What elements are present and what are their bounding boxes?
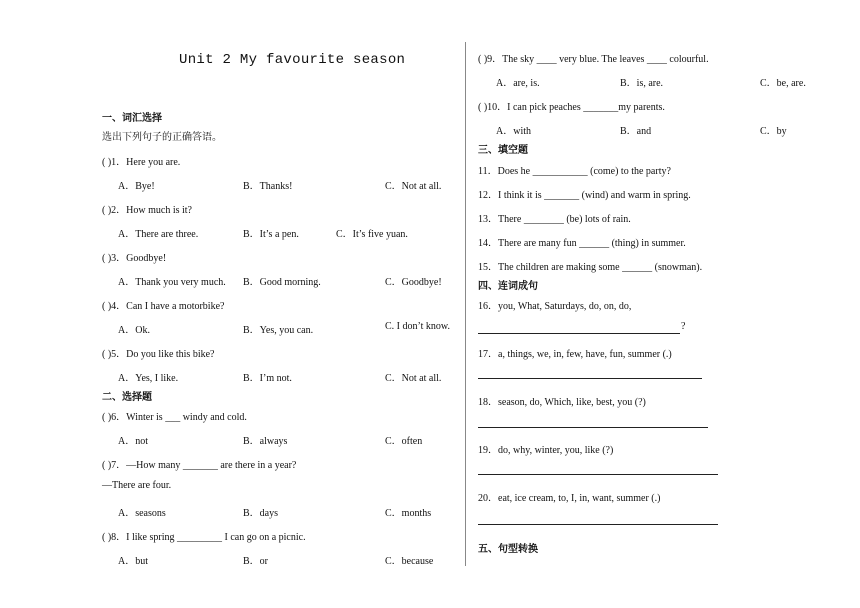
option-a: A．Thank you very much. [118,277,226,288]
section-heading-2: 二、选择题 [102,392,152,403]
question-9: ( )9．The sky ____ very blue. The leaves ____ colourful. [478,54,709,65]
question-6: ( )6．Winter is ___ windy and cold. [102,412,247,423]
option-b: B．I’m not. [243,373,292,384]
question-10: ( )10．I can pick peaches _______my parents. [478,102,665,113]
order-question: 17．a, things, we, in, few, have, fun, summer (.) [478,349,672,360]
option-a: A．There are three. [118,229,199,240]
option-a: A．Ok. [118,325,150,336]
fill-question: 15．The children are making some ______ (snowman). [478,262,703,273]
option-c: C．Goodbye! [385,277,442,288]
question-4: ( )4．Can I have a motorbike? [102,301,225,312]
option-c: C．because [385,556,434,567]
fill-question: 12．I think it is _______ (wind) and warm in spring. [478,190,691,201]
option-a: A．with [496,126,531,137]
question-3: ( )3．Goodbye! [102,253,167,264]
option-c: C．Not at all. [385,373,442,384]
section-heading-4: 四、连词成句 [478,281,538,292]
option-a: A．not [118,436,148,447]
section-heading-3: 三、填空题 [478,145,528,156]
question-8: ( )8．I like spring _________ I can go on a picnic. [102,532,306,543]
answer-line [478,333,680,334]
option-b: B．and [620,126,652,137]
option-b: B．is, are. [620,78,664,89]
fill-question: 13．There ________ (be) lots of rain. [478,214,631,225]
answer-line [478,524,718,525]
option-b: B．or [243,556,268,567]
section-heading-1: 一、词汇选择 [102,113,162,124]
option-c: C．Not at all. [385,181,442,192]
question-2: ( )2．How much is it? [102,205,192,216]
fill-question: 11．Does he ___________ (come) to the party? [478,166,671,177]
option-c: C．months [385,508,432,519]
question-1: ( )1．Here you are. [102,157,181,168]
question-7-reply: —There are four. [102,480,172,491]
order-question: 16．you, What, Saturdays, do, on, do, [478,301,632,312]
option-c: C．by [760,126,787,137]
option-b: B．days [243,508,278,519]
section-instruction: 选出下列句子的正确答语。 [102,132,222,143]
option-a: A．Bye! [118,181,155,192]
option-c: C. I don’t know. [385,321,450,332]
page-title: Unit 2 My favourite season [179,52,406,68]
option-c: C．It’s five yuan. [336,229,408,240]
answer-line-end: ? [681,321,686,332]
option-b: B．It’s a pen. [243,229,299,240]
answer-line [478,378,702,379]
order-question: 20．eat, ice cream, to, I, in, want, summer (.) [478,493,661,504]
question-7: ( )7．—How many _______ are there in a year? [102,460,297,471]
question-5: ( )5．Do you like this bike? [102,349,215,360]
order-question: 18．season, do, Which, like, best, you (?) [478,397,646,408]
answer-line [478,474,718,475]
option-b: B．always [243,436,288,447]
column-divider [465,42,466,566]
option-c: C．often [385,436,423,447]
section-heading-5: 五、句型转换 [478,544,538,555]
option-a: A．but [118,556,148,567]
option-b: B．Thanks! [243,181,293,192]
option-a: A．Yes, I like. [118,373,179,384]
option-a: A．seasons [118,508,166,519]
option-b: B．Good morning. [243,277,321,288]
option-c: C．be, are. [760,78,806,89]
option-a: A．are, is. [496,78,540,89]
fill-question: 14．There are many fun ______ (thing) in summer. [478,238,686,249]
answer-line [478,427,708,428]
option-b: B．Yes, you can. [243,325,314,336]
order-question: 19．do, why, winter, you, like (?) [478,445,614,456]
